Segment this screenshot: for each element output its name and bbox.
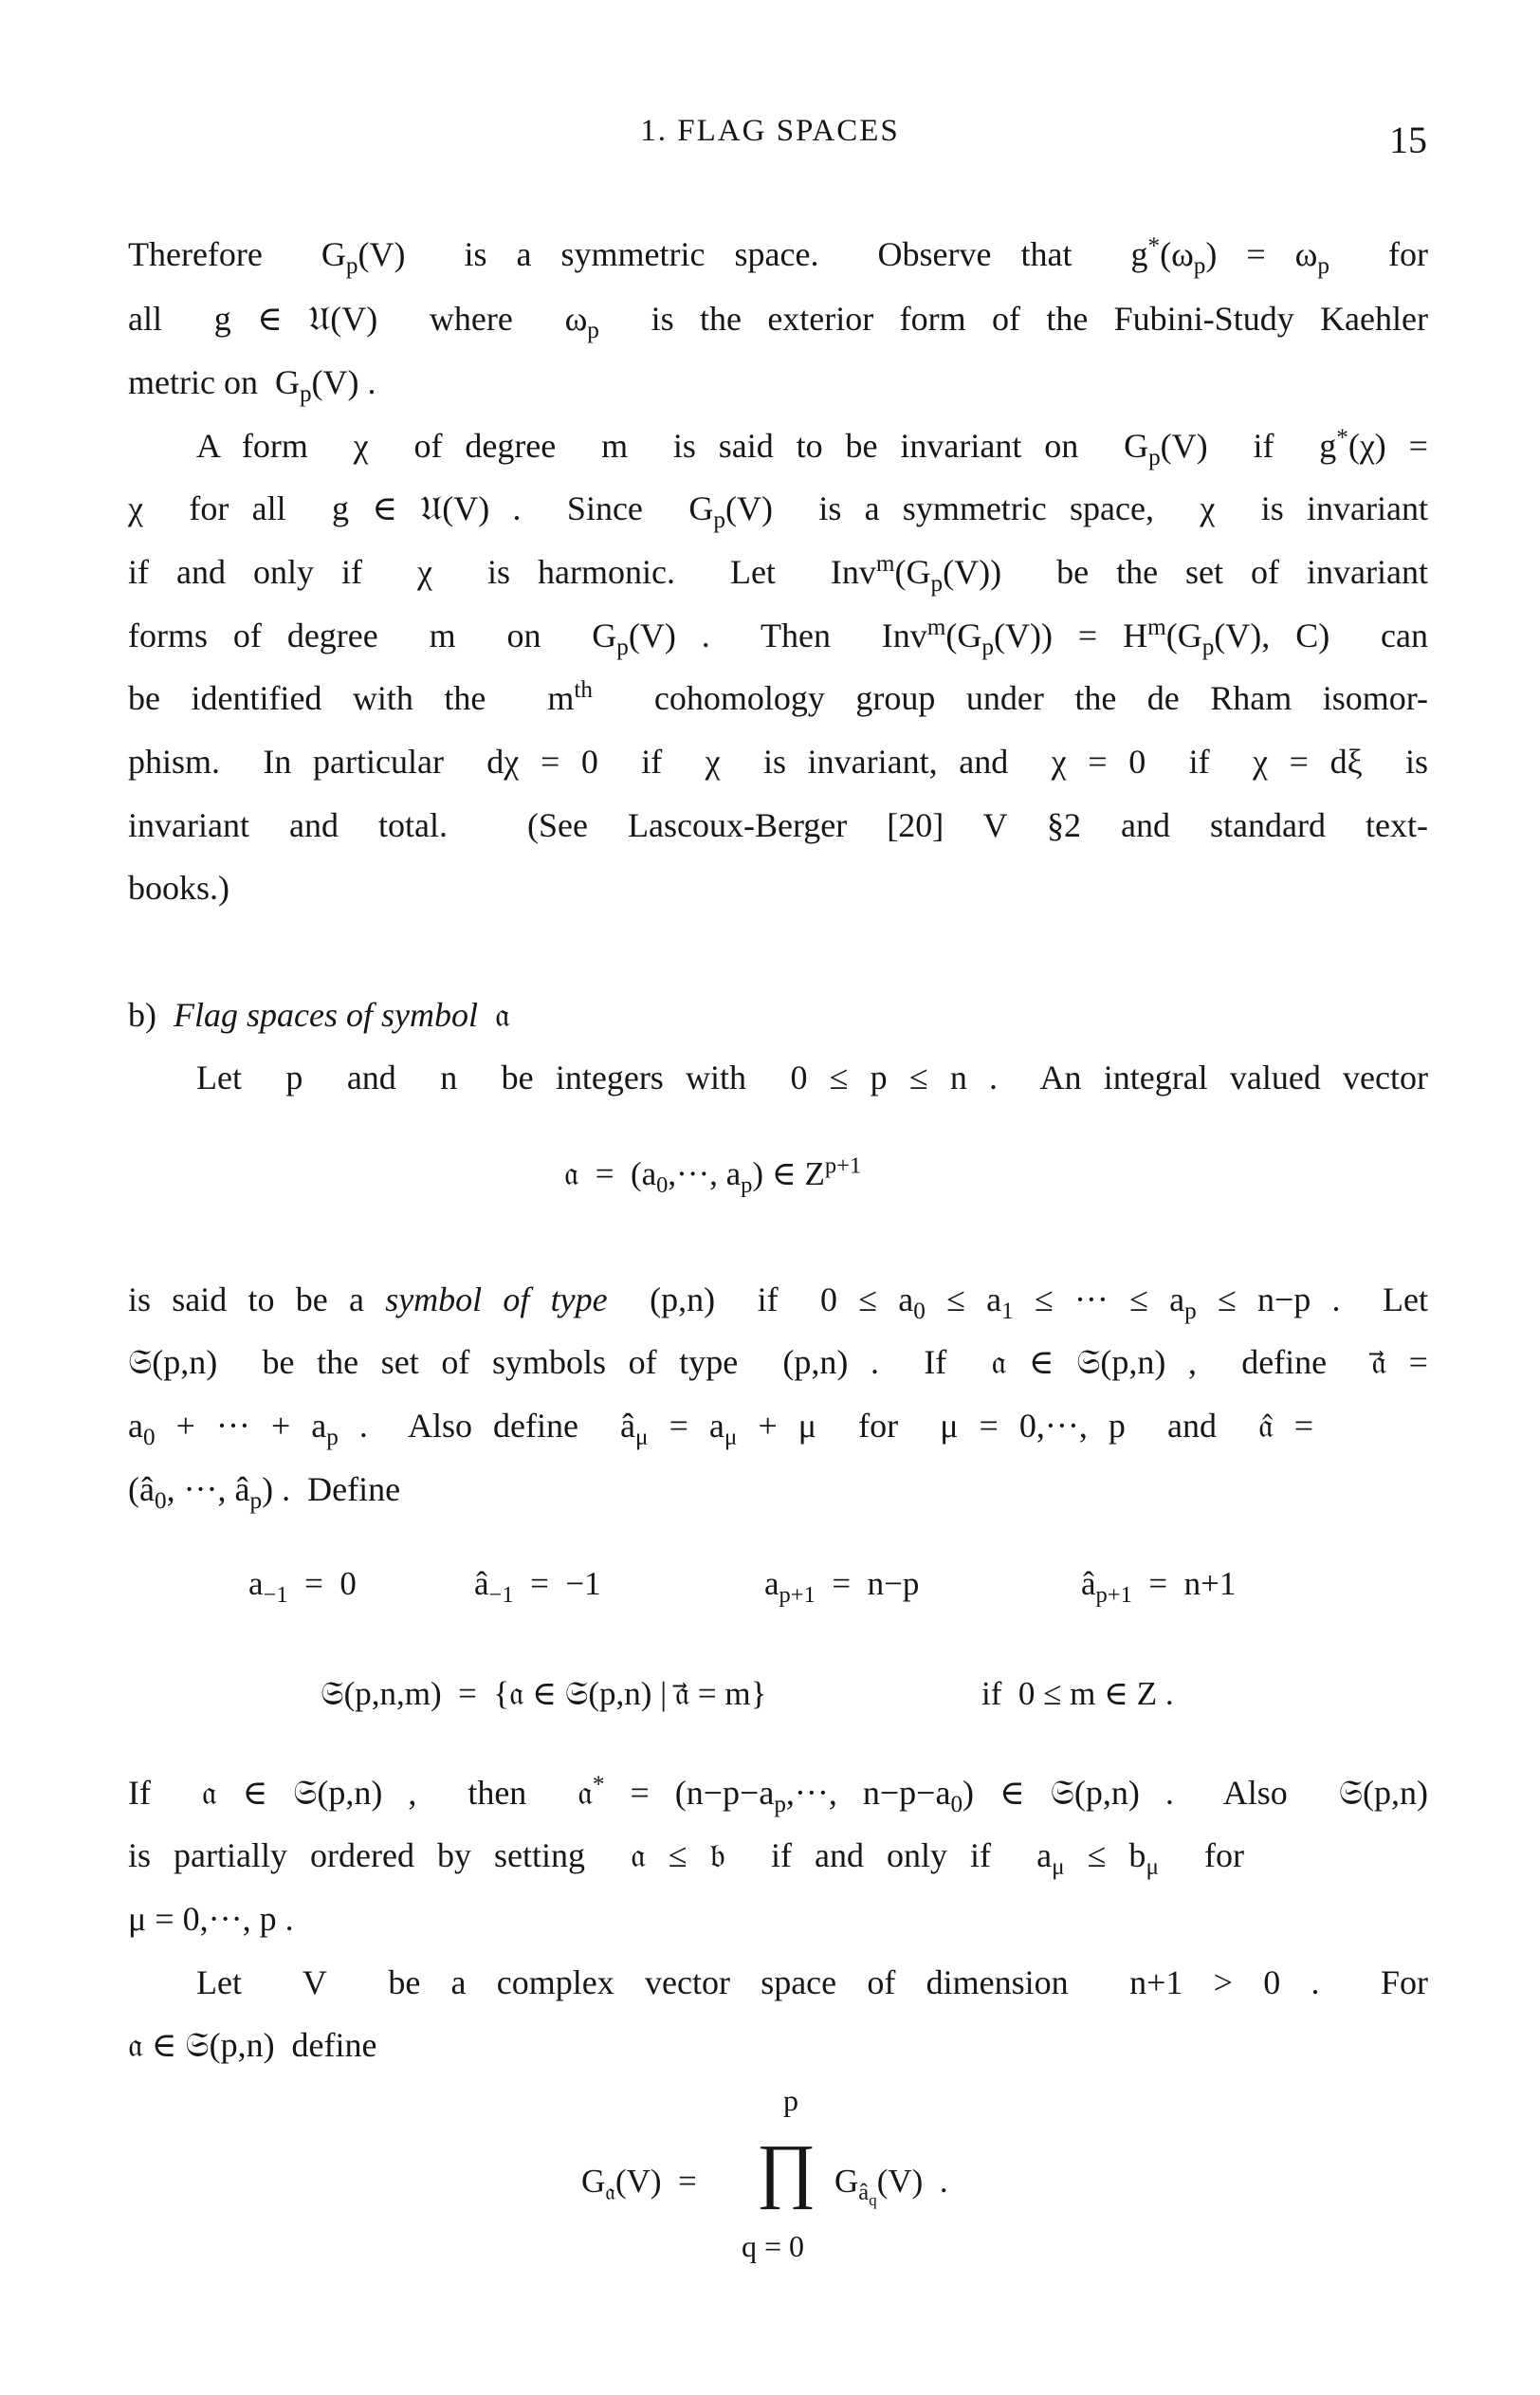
- text-line: metric on $G_p(V)$ .: [128, 363, 376, 408]
- product-upper-limit: p: [783, 2083, 798, 2117]
- text-line: If 𝔞 ∈ 𝔖(p,n) , then 𝔞* = ($n-p-a_p,\cdot\cdot\cdot$, $n-p-a_0$) ∈ 𝔖(p,n) . Also 𝔖(p,n): [128, 1772, 1428, 1818]
- equation-boundary-ahat-minus: $â_{-1} = -1$: [474, 1565, 601, 1608]
- product-lhs: $G_𝔞(V)$ =: [581, 2163, 697, 2205]
- product-symbol: ∏: [757, 2130, 816, 2210]
- text-line: be identified with the $m^{th}$ cohomology group under the de Rham isomor-: [128, 677, 1428, 717]
- text-line: ($â_0$, ···, $â_p$) . Define: [128, 1470, 401, 1515]
- text-line: Let V be a complex vector space of dimension n+1 > 0 . For: [196, 1963, 1428, 2001]
- section-heading: b) Flag spaces of symbol 𝔞: [128, 996, 510, 1034]
- equation-boundary-ahat-plus: $â_{p+1} = n+1$: [1081, 1565, 1237, 1608]
- text-line: forms of degree m on $G_p(V)$ . Then $Inv^m(G_p(V)) = H^m(G_p(V)$, C) can: [128, 615, 1429, 661]
- text-line: is said to be a symbol of type (p,n) if $0 \le a_0 \le a_1$ ≤ ··· ≤ $a_p \le n-p$ . Let: [128, 1280, 1428, 1325]
- text-line: phism. In particular dχ = 0 if χ is invariant, and χ = 0 if χ = dξ is: [128, 743, 1428, 781]
- equation-boundary-a-plus: $a_{p+1} = n-p$: [764, 1565, 920, 1608]
- text-line: 𝔖(p,n) be the set of symbols of type (p,n) . If 𝔞 ∈ 𝔖(p,n) , define 𝔞⃗ =: [128, 1343, 1428, 1381]
- text-line: is partially ordered by setting 𝔞 ≤ 𝔟 if and only if $a_\mu \le b_\mu$ for: [128, 1836, 1244, 1881]
- text-line: invariant and total. (See Lascoux-Berger [20] V §2 and standard text-: [128, 806, 1428, 844]
- text-line: books.): [128, 869, 229, 907]
- text-line: Therefore $G_p(V)$ is a symmetric space. Observe that $g^*(\omega_p) = \omega_p$ for: [128, 233, 1428, 280]
- text-line: 𝔞 ∈ 𝔖(p,n) define: [128, 2026, 377, 2064]
- text-line: χ for all g ∈ 𝔘(V) . Since $G_p(V)$ is a symmetric space, χ is invariant: [128, 489, 1428, 534]
- equation-boundary-a-minus: $a_{-1} = 0$: [248, 1565, 357, 1608]
- page-number: 15: [1389, 119, 1427, 161]
- product-term: $G_{â_q}(V)$ .: [834, 2163, 948, 2209]
- text-line: A form χ of degree m is said to be invariant on $G_p(V)$ if g*(χ) =: [196, 425, 1428, 471]
- text-line: if and only if χ is harmonic. Let $Inv^m(G_p(V))$ be the set of invariant: [128, 551, 1428, 598]
- text-line: $a_0$ + ··· + $a_p$ . Also define $â_\mu = a_\mu + \mu$ for μ = 0,···, p and 𝔞̂ =: [128, 1407, 1314, 1451]
- text-line: Let p and n be integers with 0 ≤ p ≤ n . An integral valued vector: [196, 1059, 1428, 1096]
- equation-symbol-set-m: 𝔖(p,n,m) = {𝔞 ∈ 𝔖(p,n) | 𝔞⃗ = m}: [321, 1675, 767, 1712]
- product-lower-limit: q = 0: [742, 2229, 805, 2263]
- running-title: 1. FLAG SPACES: [640, 114, 900, 148]
- equation-condition: if 0 ≤ m ∈ Z .: [981, 1675, 1174, 1712]
- equation-symbol-vector: 𝔞 = ($a_0,\cdot\cdot\cdot$, $a_p$) ∈ $Z^{p+1}$: [564, 1152, 862, 1198]
- text-line: all g ∈ 𝔘(V) where $\omega_p$ is the exterior form of the Fubini-Study Kaehler: [128, 300, 1428, 344]
- text-line: μ = 0,···, p .: [128, 1900, 294, 1938]
